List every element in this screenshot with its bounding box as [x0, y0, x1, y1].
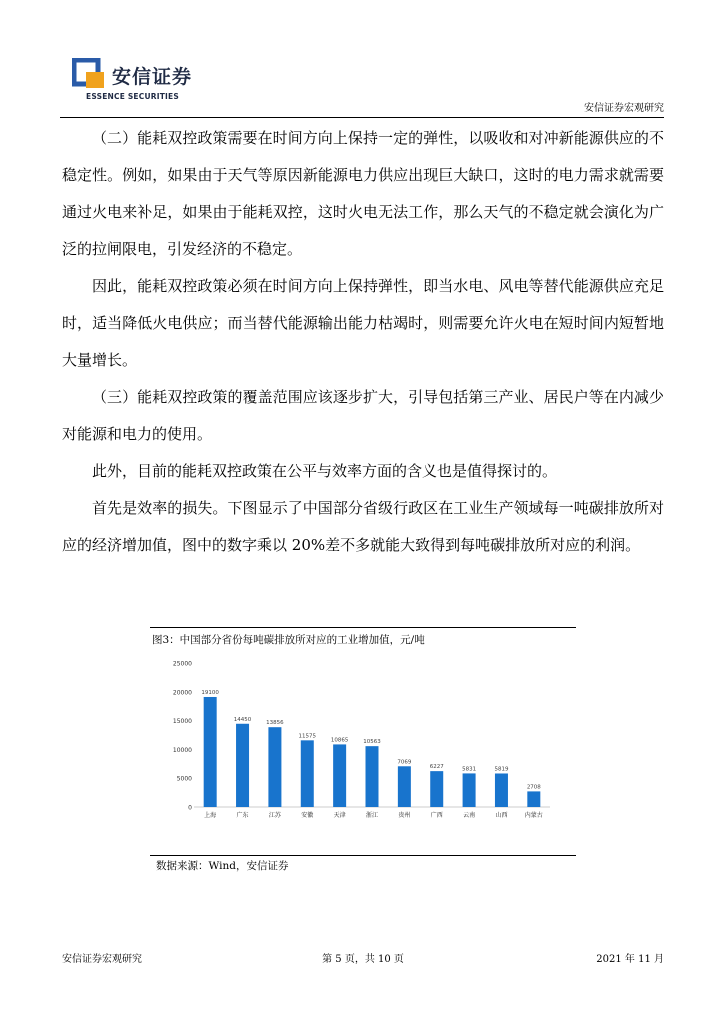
x-tick-label: 天津	[333, 812, 346, 819]
logo-text-en: ESSENCE SECURITIES	[86, 92, 179, 101]
bar-value-label: 5819	[494, 766, 509, 773]
paragraph: 首先是效率的损失。下图显示了中国部分省级行政区在工业生产领域每一吨碳排放所对应的经济增加值，图中的数字乘以 20%差不多就能大致得到每吨碳排放所对应的利润。	[62, 499, 664, 554]
bar	[398, 766, 411, 807]
x-tick-label: 广东	[236, 812, 249, 819]
x-tick-label: 江苏	[268, 812, 281, 819]
bar	[268, 727, 281, 807]
figure-top-rule	[150, 627, 576, 628]
bar	[366, 746, 379, 807]
paragraph: （三）能耗双控政策的覆盖范围应该逐步扩大，引导包括第三产业、居民户等在内减少对能源和电力的使用。	[62, 388, 664, 443]
bar-value-label: 14450	[233, 716, 252, 723]
bar-value-label: 2708	[526, 784, 541, 791]
y-tick-label: 25000	[172, 660, 192, 668]
body-text	[62, 120, 664, 564]
bar-value-label: 7069	[397, 759, 412, 766]
paragraph: （二）能耗双控政策需要在时间方向上保持一定的弹性，以吸收和对冲新能源供应的不稳定性。例如，如果由于天气等原因新能源电力供应出现巨大缺口，这时的电力需求就需要通过火电来补足，如果由于能耗双控，这时火电无法工作，那么天气的不稳定就会演化为广泛的拉闸限电，引发经济的不稳定。	[62, 129, 664, 258]
figure-title: 图3：中国部分省份每吨碳排放所对应的工业增加值，元/吨	[152, 634, 425, 646]
figure-source: 数据来源：Wind，安信证券	[156, 860, 289, 872]
x-tick-label: 广西	[430, 812, 443, 819]
y-tick-label: 10000	[172, 746, 192, 754]
page-header	[60, 56, 664, 118]
header-divider	[60, 117, 664, 118]
y-tick-label: 15000	[172, 718, 192, 726]
x-tick-label: 内蒙古	[524, 812, 543, 819]
bar	[463, 773, 476, 807]
x-tick-label: 安徽	[301, 812, 314, 819]
footer-left: 安信证券宏观研究	[62, 954, 142, 965]
y-tick-label: 20000	[172, 689, 192, 697]
company-logo	[72, 58, 222, 101]
page-footer	[62, 950, 664, 964]
page-number: 第 5 页，共 10 页	[322, 954, 404, 965]
bar	[333, 744, 346, 807]
bar-value-label: 11575	[298, 733, 317, 740]
logo-mark-icon	[72, 58, 106, 90]
bar	[301, 740, 314, 807]
bar-chart	[150, 645, 576, 849]
bar-value-label: 10563	[363, 739, 381, 746]
figure-3	[150, 627, 576, 859]
bar-value-label: 13856	[266, 720, 284, 727]
bar	[527, 791, 540, 807]
bar	[236, 724, 249, 807]
x-tick-label: 浙江	[365, 812, 379, 819]
paragraph: 此外，目前的能耗双控政策在公平与效率方面的含义也是值得探讨的。	[92, 462, 558, 480]
footer-date: 2021 年 11 月	[596, 954, 664, 965]
y-tick-label: 0	[188, 804, 192, 812]
logo-text-cn: 安信证券	[112, 66, 193, 88]
x-tick-label: 上海	[204, 812, 217, 819]
bar-value-label: 10865	[330, 737, 349, 744]
bar-value-label: 5831	[462, 766, 477, 773]
bar-value-label: 19100	[201, 689, 219, 696]
bar	[204, 697, 217, 807]
bar	[430, 771, 443, 807]
x-tick-label: 山西	[495, 812, 508, 819]
y-tick-label: 5000	[176, 775, 192, 783]
bar-value-label: 6227	[429, 764, 444, 771]
x-tick-label: 贵州	[398, 812, 411, 819]
figure-bottom-rule	[150, 855, 576, 856]
bar	[495, 773, 508, 807]
header-report-label: 安信证券宏观研究	[584, 103, 664, 114]
paragraph: 因此，能耗双控政策必须在时间方向上保持弹性，即当水电、风电等替代能源供应充足时，适当降低火电供应；而当替代能源输出能力枯竭时，则需要允许火电在短时间内短暂地大量增长。	[62, 277, 664, 369]
x-tick-label: 云南	[463, 812, 476, 819]
